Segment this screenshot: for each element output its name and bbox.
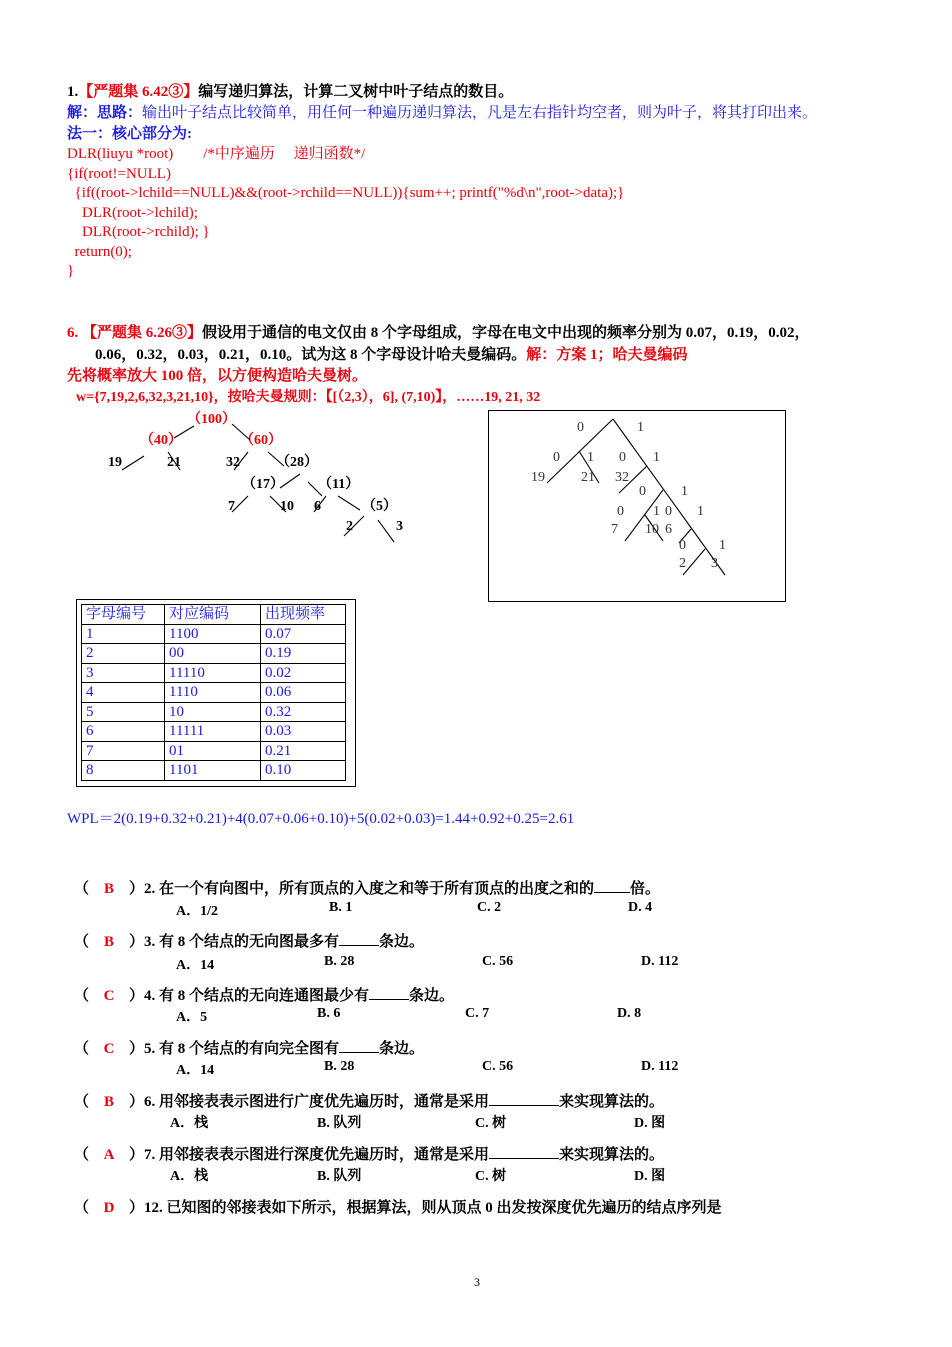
- table-cell: 0.07: [261, 624, 346, 644]
- option-d: D. 图: [634, 1169, 666, 1184]
- answer-blank: [339, 1038, 379, 1053]
- edge-label: 1: [719, 538, 726, 553]
- table-row: [82, 741, 346, 761]
- q6-heading: [67, 321, 810, 342]
- node-label: 6: [314, 499, 321, 514]
- question-stem: 5. 有 8 个结点的有向完全图有: [144, 1041, 340, 1057]
- option-c: C. 树: [475, 1116, 507, 1131]
- code-line: DLR(liuyu *root) /*中序遍历 递归函数*/: [67, 146, 366, 162]
- q6-tag: 【严题集 6.26③】: [82, 325, 203, 341]
- table-cell: 3: [82, 663, 165, 683]
- huffman-code-table: [81, 604, 346, 781]
- q1-heading: [67, 80, 513, 101]
- edge-label: 1: [587, 450, 594, 465]
- huffman-code-tree: [489, 411, 785, 601]
- option-b: B. 28: [324, 1059, 355, 1074]
- leaf-label: 3: [711, 556, 718, 571]
- question-stem: 6. 用邻接表表示图进行广度优先遍历时，通常是采用: [144, 1094, 490, 1110]
- q6-text-1: 假设用于通信的电文仅由 8 个字母组成，字母在电文中出现的频率分别为 0.07，0.19，0.02，: [202, 325, 810, 341]
- option-b: B. 28: [324, 954, 355, 969]
- question-12: （ D ）12. 已知图的邻接表如下所示，根据算法，则从顶点 0 出发按深度优先遍历的结点序列是: [74, 1200, 722, 1216]
- table-header: 出现频率: [261, 605, 346, 625]
- question-stem: 2. 在一个有向图中，所有顶点的入度之和等于所有顶点的出度之和的: [144, 881, 595, 897]
- edge-label: 0: [617, 504, 624, 519]
- answer-blank: [594, 878, 630, 893]
- option-d: D. 4: [628, 900, 653, 915]
- question-4: （ C ）4. 有 8 个结点的无向连通图最少有 条边。: [74, 984, 454, 1005]
- option-d: D. 8: [617, 1006, 642, 1021]
- code-line: DLR(root->lchild);: [67, 204, 198, 221]
- answer-blank: [489, 1091, 559, 1106]
- answer-choice: C: [103, 1041, 115, 1057]
- question-stem-end: 条边。: [379, 1041, 425, 1057]
- question-stem-end: 倍。: [630, 881, 661, 897]
- huffman-code-tree-box: [488, 410, 786, 602]
- answer-blank: [369, 985, 409, 1000]
- edge-label: 1: [653, 504, 660, 519]
- answer-blank: [339, 931, 379, 946]
- table-cell: 0.10: [261, 761, 346, 781]
- table-cell: 0.02: [261, 663, 346, 683]
- q1-solution-text: 输出叶子结点比较简单，用任何一种遍历递归算法，凡是左右指针均空者，则为叶子，将其打印出来。: [142, 105, 818, 121]
- question-stem: 3. 有 8 个结点的无向图最多有: [144, 934, 340, 950]
- table-cell: 00: [165, 644, 261, 664]
- node-label: 10: [280, 499, 294, 514]
- edge-label: 0: [665, 504, 672, 519]
- answer-blank: [489, 1144, 559, 1159]
- table-cell: 11111: [165, 722, 261, 742]
- table-cell: 1101: [165, 761, 261, 781]
- table-cell: 2: [82, 644, 165, 664]
- q1-solution: [67, 101, 817, 122]
- question-5: （ C ）5. 有 8 个结点的有向完全图有 条边。: [74, 1037, 424, 1058]
- node-label: 19: [108, 455, 122, 470]
- question-6b: （ B ）6. 用邻接表表示图进行广度优先遍历时，通常是采用 来实现算法的。: [74, 1090, 664, 1111]
- q6-line3: 先将概率放大 100 倍，以方便构造哈夫曼树。: [67, 368, 368, 384]
- leaf-label: 2: [679, 556, 686, 571]
- option-b: B. 队列: [317, 1116, 362, 1131]
- table-cell: 11110: [165, 663, 261, 683]
- option-d: D. 图: [634, 1116, 666, 1131]
- huffman-code-table-frame: [76, 599, 356, 787]
- option-c: C. 树: [475, 1169, 507, 1184]
- node-label: 7: [228, 499, 235, 514]
- question-stem-end: 来实现算法的。: [559, 1147, 665, 1163]
- question-stem-end: 条边。: [379, 934, 425, 950]
- node-label: 2: [346, 519, 353, 534]
- wpl-formula: WPL＝2(0.19+0.32+0.21)+4(0.07+0.06+0.10)+5(0.02+0.03)=1.44+0.92+0.25=2.61: [67, 811, 575, 827]
- leaf-label: 6: [665, 522, 672, 537]
- question-2: （ B ）2. 在一个有向图中，所有顶点的入度之和等于所有顶点的出度之和的 倍。: [74, 877, 660, 898]
- node-label: 32: [226, 455, 240, 470]
- q1-tag: 【严题集 6.42③】: [78, 84, 199, 100]
- answer-choice: B: [104, 881, 115, 897]
- q6-text-2: 0.06，0.32，0.03，0.21，0.10。试为这 8 个字母设计哈夫曼编码。: [95, 347, 527, 363]
- option-d: D. 112: [641, 954, 679, 969]
- huffman-tree-sketch: [100, 404, 440, 544]
- leaf-label: 10: [645, 522, 659, 537]
- option-a: A．栈: [170, 1116, 209, 1131]
- table-cell: 0.21: [261, 741, 346, 761]
- table-cell: 0.03: [261, 722, 346, 742]
- option-a: A．栈: [170, 1169, 209, 1184]
- q6-line2: [95, 343, 688, 364]
- question-3: （ B ）3. 有 8 个结点的无向图最多有 条边。: [74, 930, 424, 951]
- code-line: DLR(root->rchild); }: [67, 224, 210, 240]
- node-label: （28）: [276, 455, 318, 470]
- node-label: （40）: [140, 433, 182, 448]
- edge-label: 1: [697, 504, 704, 519]
- question-stem-end: 来实现算法的。: [559, 1094, 665, 1110]
- edge-label: 0: [679, 538, 686, 553]
- option-c: C. 2: [477, 900, 502, 915]
- table-cell: 1: [82, 624, 165, 644]
- table-cell: 0.32: [261, 702, 346, 722]
- leaf-label: 19: [531, 470, 545, 485]
- table-row: [82, 624, 346, 644]
- table-header: 对应编码: [165, 605, 261, 625]
- option-a: A．1/2: [176, 904, 218, 919]
- q1-number: 1.: [67, 84, 79, 100]
- q6-number: 6.: [67, 325, 79, 341]
- option-c: C. 56: [482, 954, 514, 969]
- table-cell: 7: [82, 741, 165, 761]
- question-stem-end: 条边。: [409, 988, 455, 1004]
- edge-label: 0: [619, 450, 626, 465]
- table-cell: 5: [82, 702, 165, 722]
- table-cell: 0.06: [261, 683, 346, 703]
- q6-solution-label: 解：方案 1；哈夫曼编码: [526, 347, 688, 363]
- option-d: D. 112: [641, 1059, 679, 1074]
- edge-label: 1: [681, 484, 688, 499]
- table-row: [82, 663, 346, 683]
- tree-edge: [378, 520, 394, 542]
- answer-choice: D: [103, 1200, 115, 1216]
- node-label: （5）: [362, 499, 397, 514]
- leaf-label: 32: [615, 470, 629, 485]
- table-row: [82, 761, 346, 781]
- tree-edge: [683, 549, 705, 575]
- q1-text: 编写递归算法，计算二叉树中叶子结点的数目。: [198, 84, 514, 100]
- table-cell: 4: [82, 683, 165, 703]
- edge-label: 0: [553, 450, 560, 465]
- table-cell: 1110: [165, 683, 261, 703]
- tree-edge: [613, 419, 725, 575]
- node-label: （60）: [240, 433, 282, 448]
- option-b: B. 6: [317, 1006, 341, 1021]
- answer-choice: B: [104, 1094, 115, 1110]
- table-header-row: [82, 605, 346, 625]
- q1-solution-label: 解：思路：: [67, 105, 143, 121]
- edge-label: 0: [577, 420, 584, 435]
- option-a: A．5: [176, 1010, 208, 1025]
- code-line: {if((root->lchild==NULL)&&(root->rchild==NULL)){sum++; printf("%d\n",root->data);}: [67, 185, 625, 201]
- code-line: {if(root!=NULL): [67, 165, 171, 182]
- node-label: 3: [396, 519, 403, 534]
- table-row: [82, 644, 346, 664]
- table-header: 字母编号: [82, 605, 165, 625]
- code-line: return(0);: [67, 243, 132, 260]
- edge-label: 1: [637, 420, 644, 435]
- question-stem: 4. 有 8 个结点的无向连通图最少有: [144, 988, 370, 1004]
- node-label: （17）: [242, 477, 284, 492]
- answer-choice: C: [103, 988, 115, 1004]
- table-cell: 10: [165, 702, 261, 722]
- option-c: C. 7: [465, 1006, 490, 1021]
- table-row: [82, 722, 346, 742]
- table-cell: 0.19: [261, 644, 346, 664]
- q6-weights: w={7,19,2,6,32,3,21,10}，按哈夫曼规则：【[（2,3），6], (7,10)】，……19, 21, 32: [76, 390, 541, 405]
- q1-method-label: 法一：核心部分为:: [67, 126, 192, 142]
- node-label: （11）: [318, 477, 360, 492]
- option-a: A．14: [176, 1063, 215, 1078]
- tree-edge: [338, 496, 360, 510]
- node-label: （100）: [187, 412, 236, 427]
- node-label: 21: [167, 455, 181, 470]
- table-row: [82, 702, 346, 722]
- table-cell: 6: [82, 722, 165, 742]
- option-b: B. 队列: [317, 1169, 362, 1184]
- option-c: C. 56: [482, 1059, 514, 1074]
- leaf-label: 7: [611, 522, 618, 537]
- question-7: （ A ）7. 用邻接表表示图进行深度优先遍历时，通常是采用 来实现算法的。: [74, 1143, 664, 1164]
- option-a: A．14: [176, 958, 215, 973]
- question-stem: 12. 已知图的邻接表如下所示，根据算法，则从顶点 0 出发按深度优先遍历的结点序列是: [144, 1200, 722, 1216]
- code-line: }: [67, 263, 75, 279]
- page-number: 3: [474, 1275, 480, 1289]
- edge-label: 0: [639, 484, 646, 499]
- tree-edge: [122, 456, 144, 470]
- table-cell: 01: [165, 741, 261, 761]
- edge-label: 1: [653, 450, 660, 465]
- table-row: [82, 683, 346, 703]
- table-cell: 1100: [165, 624, 261, 644]
- leaf-label: 21: [581, 470, 595, 485]
- tree-edge: [174, 426, 194, 438]
- option-b: B. 1: [329, 900, 353, 915]
- table-cell: 8: [82, 761, 165, 781]
- q1-code-block: [67, 145, 624, 282]
- question-stem: 7. 用邻接表表示图进行深度优先遍历时，通常是采用: [144, 1147, 490, 1163]
- answer-choice: B: [104, 934, 115, 950]
- answer-choice: A: [103, 1147, 115, 1163]
